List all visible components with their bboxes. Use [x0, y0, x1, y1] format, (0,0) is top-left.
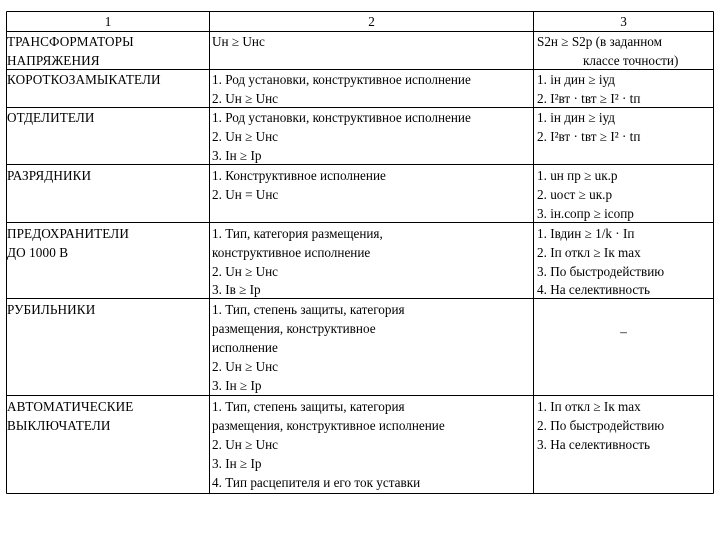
device-name: НАПРЯЖЕНИЯ [7, 53, 100, 68]
check-line: 1. iн дин ≥ iуд [537, 110, 615, 125]
check-line: 2. Iп откл ≥ Iк max [537, 245, 641, 260]
condition-line: Uн ≥ Uнс [212, 34, 265, 49]
condition-line: 1. Тип, степень защиты, категория [212, 302, 405, 317]
device-name: АВТОМАТИЧЕСКИЕ [7, 399, 134, 414]
condition-line: 2. Uн = Uнс [212, 187, 279, 202]
device-name: РАЗРЯДНИКИ [7, 168, 92, 183]
device-name: ДО 1000 В [7, 245, 69, 260]
check-line: 2. I²вт · tвт ≥ I² · tп [537, 91, 641, 106]
check-line: 2. По быстродействию [537, 418, 665, 433]
check-line: 1. iн дин ≥ iуд [537, 72, 615, 87]
condition-line: 3. Iв ≥ Iр [212, 282, 261, 297]
condition-line: исполнение [212, 340, 278, 355]
check-line: 3. iн.сопр ≥ iсопр [537, 206, 634, 221]
check-line: 2. I²вт · tвт ≥ I² · tп [537, 129, 641, 144]
condition-line: 2. Uн ≥ Uнс [212, 129, 279, 144]
check-line: 3. На селективность [537, 437, 651, 452]
device-name: РУБИЛЬНИКИ [7, 302, 96, 317]
check-line: 4. На селективность [537, 282, 651, 297]
condition-line: 1. Конструктивное исполнение [212, 168, 386, 183]
check-line: 1. Iп откл ≥ Iк max [537, 399, 641, 414]
condition-line: 1. Род установки, конструктивное исполнение [212, 72, 471, 87]
condition-line: 2. Uн ≥ Uнс [212, 359, 279, 374]
header-col-2: 2 [368, 14, 375, 29]
device-name: ТРАНСФОРМАТОРЫ [7, 34, 134, 49]
check-line: классе точности) [583, 53, 679, 68]
check-line: 2. uост ≥ uк.р [537, 187, 613, 202]
condition-line: конструктивное исполнение [212, 245, 371, 260]
condition-line: 3. Iн ≥ Iр [212, 378, 262, 393]
check-line: S2н ≥ S2р (в заданном [537, 34, 662, 49]
check-line: 1. Iвдин ≥ 1/k · Iп [537, 226, 635, 241]
condition-line: 1. Тип, степень защиты, категория [212, 399, 405, 414]
condition-line: 2. Uн ≥ Uнс [212, 264, 279, 279]
check-line: 3. По быстродействию [537, 264, 665, 279]
condition-line: размещения, конструктивное исполнение [212, 418, 445, 433]
device-name: КОРОТКОЗАМЫКАТЕЛИ [7, 72, 161, 87]
condition-line: 1. Тип, категория размещения, [212, 226, 383, 241]
condition-line: размещения, конструктивное [212, 321, 376, 336]
device-name: ОТДЕЛИТЕЛИ [7, 110, 95, 125]
condition-line: 4. Тип расцепителя и его ток уставки [212, 475, 421, 490]
condition-line: 3. Iн ≥ Iр [212, 456, 262, 471]
check-line: – [620, 324, 627, 339]
device-name: ВЫКЛЮЧАТЕЛИ [7, 418, 111, 433]
condition-line: 2. Uн ≥ Uнс [212, 437, 279, 452]
device-name: ПРЕДОХРАНИТЕЛИ [7, 226, 129, 241]
header-col-3: 3 [620, 14, 627, 29]
check-line: 1. uн пр ≥ uк.р [537, 168, 618, 183]
condition-line: 2. Uн ≥ Uнс [212, 91, 279, 106]
condition-line: 1. Род установки, конструктивное исполнение [212, 110, 471, 125]
header-col-1: 1 [104, 14, 112, 29]
condition-line: 3. Iн ≥ Iр [212, 148, 262, 163]
